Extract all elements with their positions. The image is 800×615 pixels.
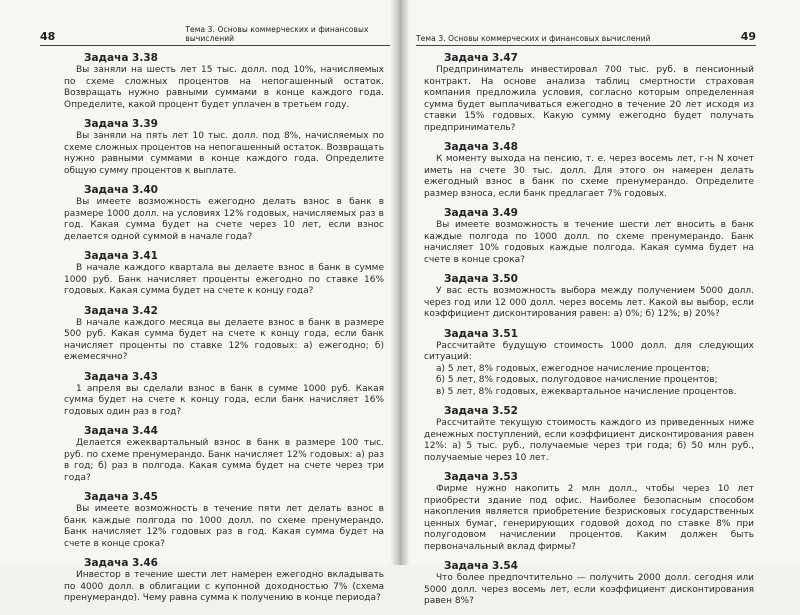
task-title: Задача 3.52 (444, 405, 518, 417)
task-text: Вы имеете возможность ежегодно делать взнос в банк в размере 1000 долл. на условиях 12% годовых, начисляемых раз в год. Какая сумма будет на счете через 10 лет, если взнос делается одной суммой в начале года? (64, 197, 384, 242)
task-text: Делается ежеквартальный взнос в банк в размере 100 тыс. руб. по схеме пренумерандо. Банк начисляет 12% годовых: а) раз в год; б) раз в полгода. Какая сумма будет на счете через три года? (64, 438, 384, 483)
task-title: Задача 3.43 (84, 370, 158, 383)
task-3-38 (64, 52, 384, 111)
task-title: Задача 3.38 (84, 52, 158, 64)
task-3-47 (424, 52, 754, 134)
task-text: Вы имеете возможность в течение пяти лет делать взнос в банк каждые полгода по 1000 долл. по схеме пренумерандо. Банк начисляет 12% годовых раз в год. Какая сумма будет на счете в конце срока? (64, 504, 384, 549)
task-text: Предприниматель инвестировал 700 тыс. руб. в пенсионный контракт. На основе анализа таблиц смертности страховая компания предложила условия, согласно которым определенная сумма будет выплачиваться ежегодно в течение 20 лет исходя из ставки 15% годовых. Какую сумму ежегодно будет получать предприниматель? (424, 65, 754, 133)
right-page (402, 0, 800, 606)
task-title: Задача 3.53 (444, 471, 518, 483)
task-3-39 (64, 118, 384, 177)
left-page-content (64, 52, 384, 612)
task-title: Задача 3.45 (84, 491, 158, 503)
task-title: Задача 3.48 (444, 141, 518, 153)
task-title: Задача 3.47 (444, 52, 518, 64)
page-number: 48 (40, 30, 56, 43)
task-text: 1 апреля вы сделали взнос в банк в сумме 1000 руб. Какая сумма будет на счете к концу года, если банк начисляет 16% годовых один раз в год? (64, 383, 384, 417)
running-header-title: Тема 3. Основы коммерческих и финансовых вычислений (185, 25, 369, 43)
task-title: Задача 3.51 (444, 327, 518, 340)
task-3-54 (424, 560, 754, 608)
task-text: Фирме нужно накопить 2 млн долл., чтобы через 10 лет приобрести здание под офис. Наиболее безопасным способом накопления является приобретение безрисковых государственных ценных бумаг, генерирующих годовой доход по ставке 8% при полугодовом начислении процентов. Каким должен быть первоначальный вклад фирмы? (424, 484, 754, 552)
task-title: Задача 3.49 (444, 207, 518, 219)
left-page (0, 0, 398, 603)
task-3-43 (64, 371, 384, 419)
right-page-header (416, 26, 756, 46)
left-page-header (40, 26, 390, 46)
task-title: Задача 3.41 (84, 250, 158, 262)
task-3-50 (424, 273, 754, 321)
task-3-48 (424, 141, 754, 200)
task-text: Рассчитайте текущую стоимость каждого из приведенных ниже денежных поступлений, если коэффициент дисконтирования равен 12%: а) 5 тыс. руб., получаемые через три года; б) 50 млн руб., получаемые через 10 лет. (424, 418, 754, 463)
task-text: Рассчитайте будущую стоимость 1000 долл. для следующих ситуаций: (424, 340, 754, 362)
task-title: Задача 3.44 (84, 425, 158, 437)
task-title: Задача 3.42 (84, 304, 158, 317)
task-3-44 (64, 425, 384, 484)
running-header-title: Тема 3. Основы коммерческих и финансовых вычислений (416, 34, 651, 43)
task-3-45 (64, 491, 384, 550)
task-title: Задача 3.46 (84, 557, 158, 569)
task-text: Вы заняли на пять лет 10 тыс. долл. под 8%, начисляемых по схеме сложных процентов на непогашенный остаток. Возвращать нужно равными суммами в конце каждого года. Определите общую сумму процентов к выплате. (64, 131, 384, 176)
list-item: б) 5 лет, 8% годовых, полугодовое начисление процентов; (436, 375, 718, 385)
task-title: Задача 3.39 (84, 118, 158, 130)
right-page-content (424, 52, 754, 615)
task-text: К моменту выхода на пенсию, т. е. через восемь лет, г-н N хочет иметь на счете 30 тыс. долл. Для этого он намерен делать ежегодный взнос в банк по схеме пренумерандо. Определите размер взноса, если банк предлагает 7% годовых. (424, 154, 754, 199)
task-3-46 (64, 557, 384, 605)
task-3-49 (424, 207, 754, 266)
page-number: 49 (740, 30, 756, 43)
task-text: В начале каждого квартала вы делаете взнос в банк в сумме 1000 руб. Банк начисляет проценты ежегодно по ставке 16% годовых. Какая сумма будет на счете к концу года? (64, 263, 384, 296)
task-title: Задача 3.54 (444, 560, 518, 572)
task-3-41 (64, 250, 384, 298)
task-3-42 (64, 305, 384, 364)
task-text: У вас есть возможность выбора между получением 5000 долл. через год или 12 000 долл. через восемь лет. Какой вы выбор, если коэффициент дисконтирования равен: а) 0%; б) 12%; в) 20%? (424, 286, 754, 319)
task-title: Задача 3.50 (444, 273, 518, 285)
task-text: Вы имеете возможность в течение шести лет вносить в банк каждые полгода по 1000 долл. по схеме пренумерандо. Банк начисляет 10% годовых каждые полгода. Какая сумма будет на счете в конце срока? (424, 220, 754, 265)
task-3-40 (64, 184, 384, 243)
list-item: в) 5 лет, 8% годовых, ежеквартальное начисление процентов. (436, 386, 737, 397)
task-options-list (424, 364, 754, 399)
task-title: Задача 3.40 (84, 184, 158, 196)
list-item: а) 5 лет, 8% годовых, ежегодное начисление процентов; (436, 363, 710, 374)
task-text: Инвестор в течение шести лет намерен ежегодно вкладывать по 4000 долл. в облигации с купонной доходностью 7% (схема пренумерандо). Чему равна сумма к получению в конце периода? (64, 570, 384, 603)
task-text: Что более предпочтительно — получить 2000 долл. сегодня или 5000 долл. через восемь лет, если коэффициент дисконтирования равен 8%? (424, 573, 754, 606)
task-text: В начале каждого месяца вы делаете взнос в банк в размере 500 руб. Какая сумма будет на счете к концу года, если банк начисляет проценты по ставке 12% годовых: а) ежегодно; б) ежемесячно? (64, 317, 384, 362)
book-gutter-shadow (390, 0, 410, 565)
task-text: Вы заняли на шесть лет 15 тыс. долл. под 10%, начисляемых по схеме сложных процентов на непогашенный остаток. Возвращать нужно равными суммами в конце каждого года. Определите, какой процент будет уплачен в третьем году. (64, 65, 384, 110)
task-3-52 (424, 405, 754, 464)
task-3-53 (424, 471, 754, 553)
task-3-51 (424, 328, 754, 399)
